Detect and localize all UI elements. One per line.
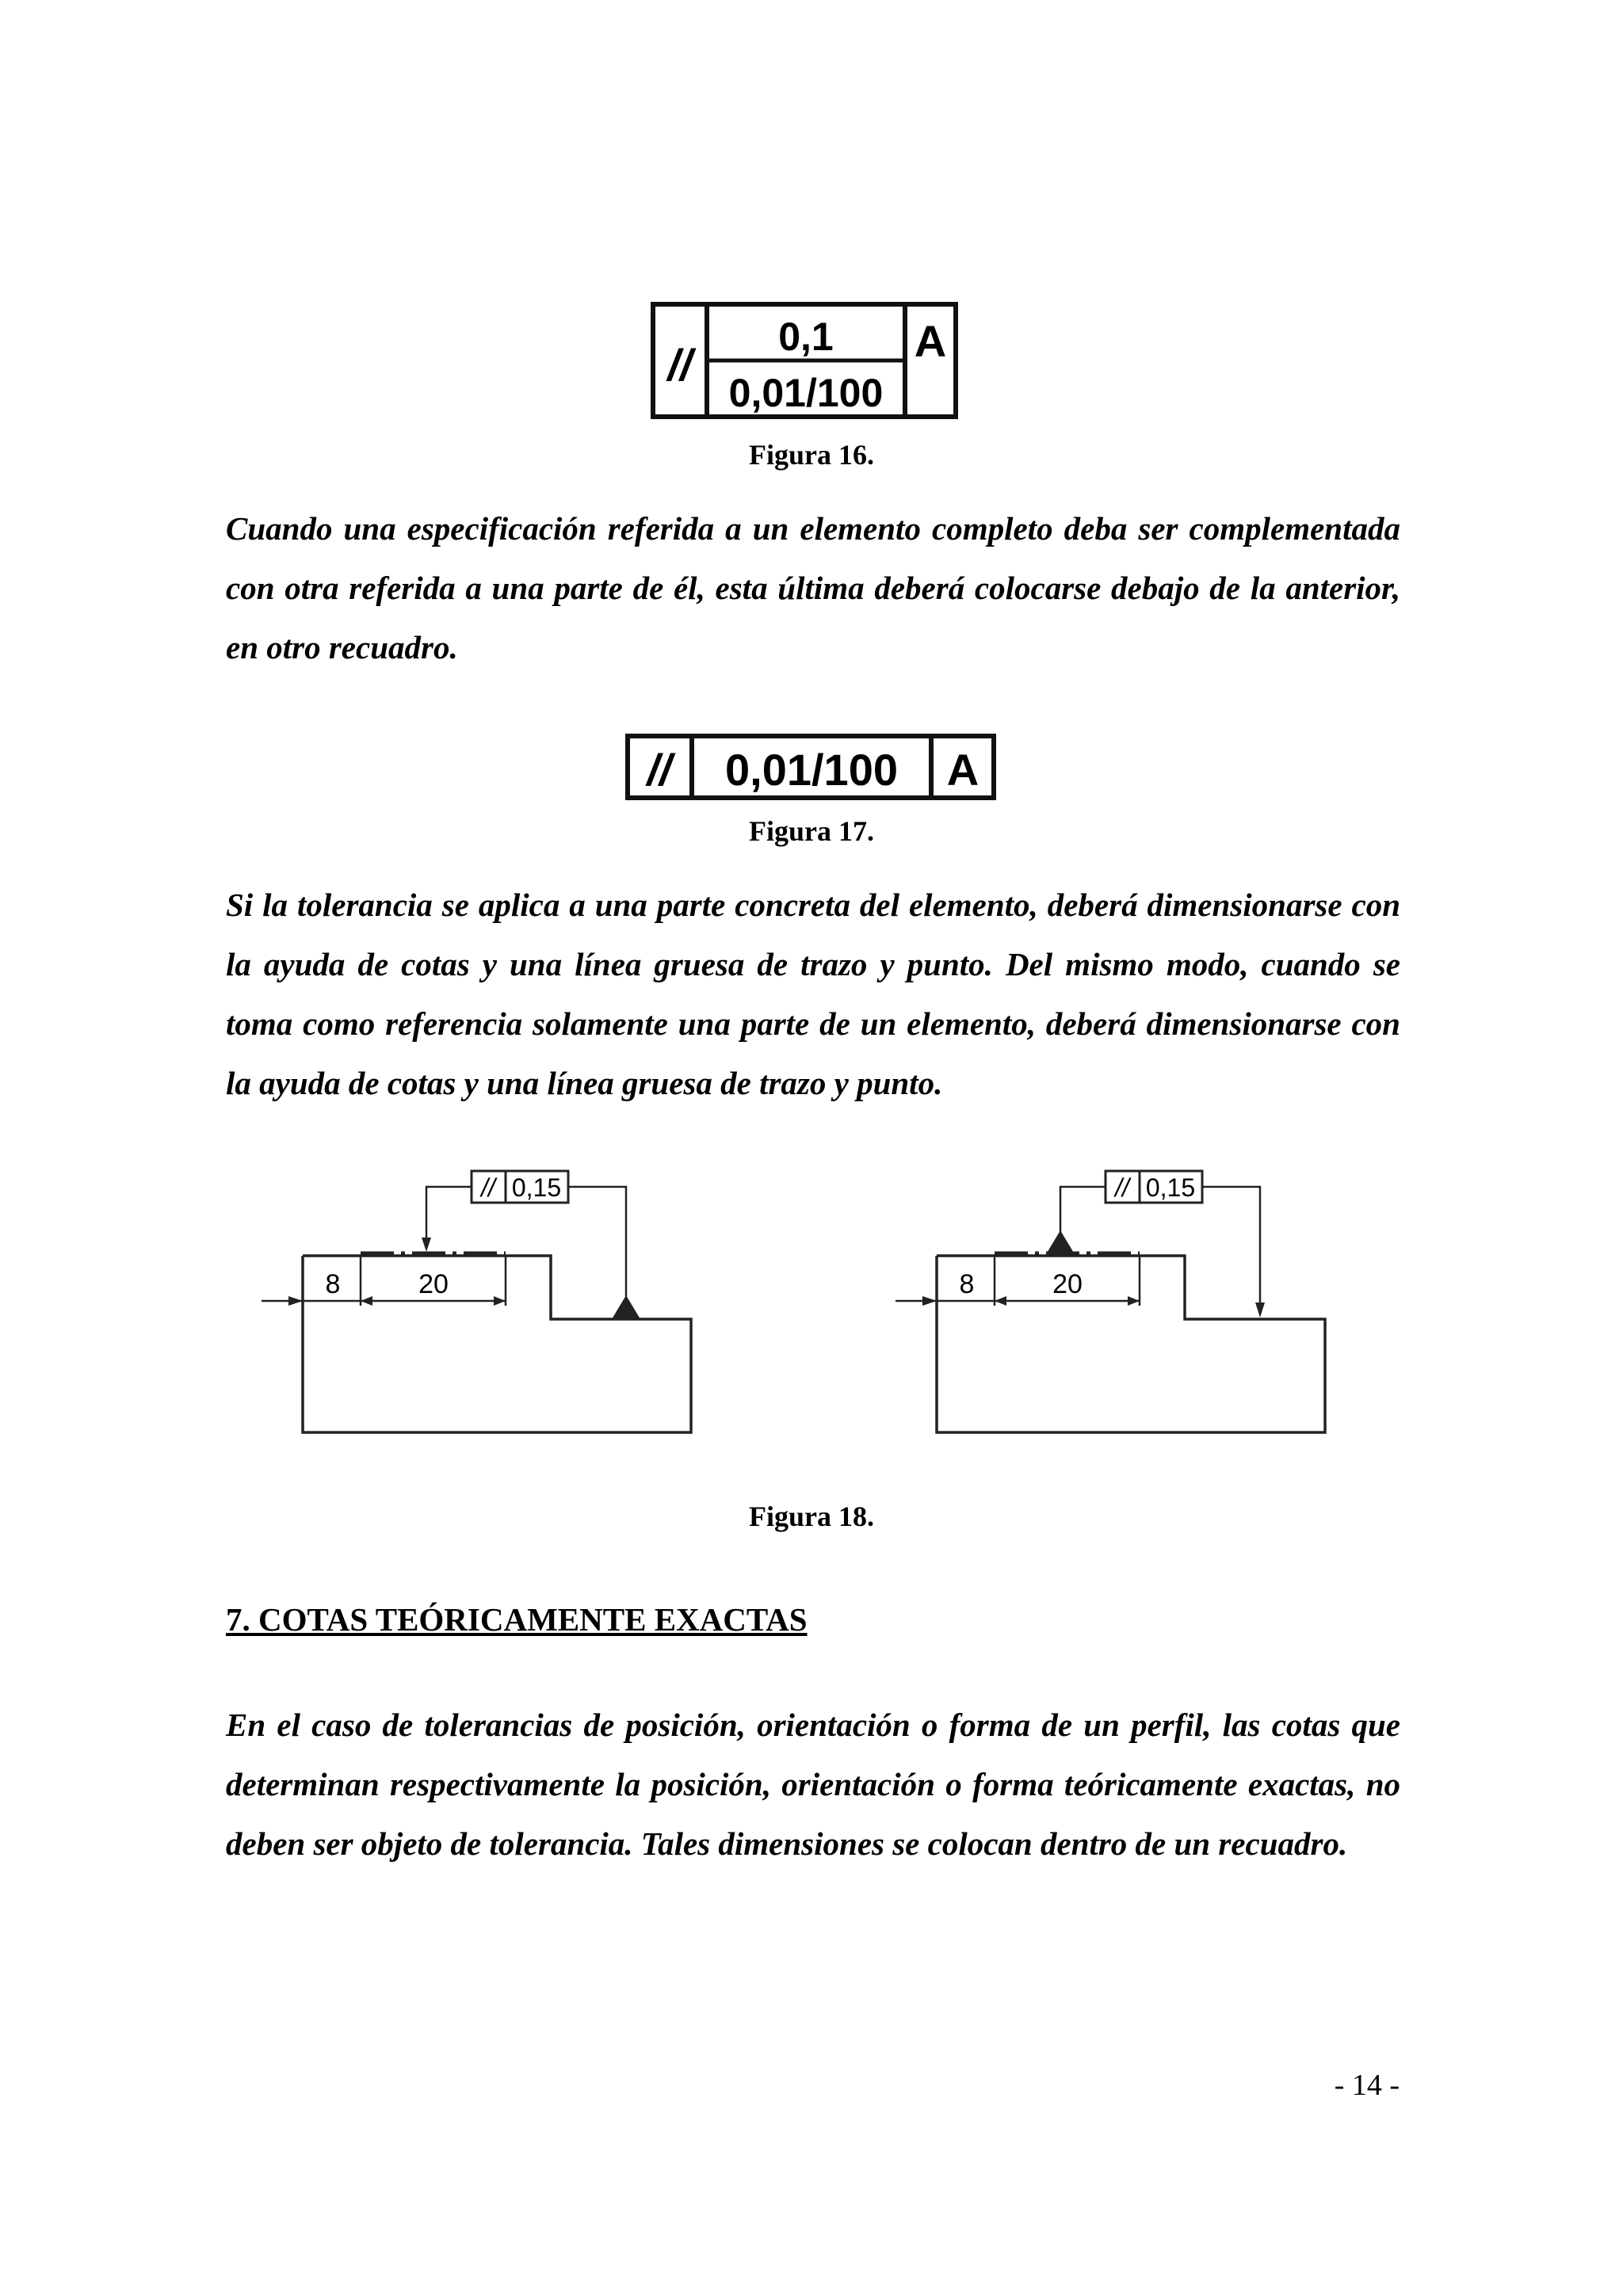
datum-letter: A xyxy=(914,316,947,366)
paragraph-1: Cuando una especificación referida a un elemento completo deba ser complementada con otra referida a una parte de él, esta última deberá colocarse debajo de la anterior, en otro recuadro. xyxy=(226,510,1400,666)
datum-letter: A xyxy=(946,745,980,795)
section-heading: 7. COTAS TEÓRICAMENTE EXACTAS xyxy=(226,1601,808,1638)
tolerance-value: 0,15 xyxy=(511,1173,562,1202)
figure-16-feature-control-frame xyxy=(650,301,959,420)
paragraph-3: En el caso de tolerancias de posición, orientación o forma de un perfil, las cotas que determinan respectivamente la posición, orientación o forma teóricamente exactas, no deben ser objeto de tolerancia. Tales dimensiones se colocan dentro de un recuadro. xyxy=(226,1707,1400,1862)
figure-18-right-drawing xyxy=(888,1165,1339,1442)
parallelism-symbol: // xyxy=(647,745,672,795)
parallelism-symbol: // xyxy=(667,340,693,390)
dimension-20: 20 xyxy=(1052,1269,1083,1299)
dimension-8: 8 xyxy=(959,1269,975,1299)
parallelism-symbol: // xyxy=(481,1173,495,1202)
parallelism-symbol: // xyxy=(1115,1173,1129,1202)
figure-17-caption: Figura 17. xyxy=(749,815,874,847)
tolerance-value: 0,01/100 xyxy=(725,745,898,795)
tolerance-bottom: 0,01/100 xyxy=(728,371,884,415)
dimension-8: 8 xyxy=(325,1269,341,1299)
figure-17-feature-control-frame xyxy=(624,733,997,801)
dimension-20: 20 xyxy=(418,1269,449,1299)
page-number: - 14 - xyxy=(1334,2069,1400,2102)
tolerance-value: 0,15 xyxy=(1145,1173,1196,1202)
figure-18-left-drawing xyxy=(254,1165,705,1442)
paragraph-2: Si la tolerancia se aplica a una parte concreta del elemento, deberá dimensionarse con la ayuda de cotas y una línea gruesa de trazo y punto. Del mismo modo, cuando se toma como referencia solamente una parte de un elemento, deberá dimensionarse con la ayuda de cotas y una línea gruesa de trazo y punto. xyxy=(226,887,1400,1101)
figure-16-caption: Figura 16. xyxy=(749,439,874,471)
tolerance-top: 0,1 xyxy=(778,315,834,359)
figure-18-caption: Figura 18. xyxy=(749,1501,874,1532)
